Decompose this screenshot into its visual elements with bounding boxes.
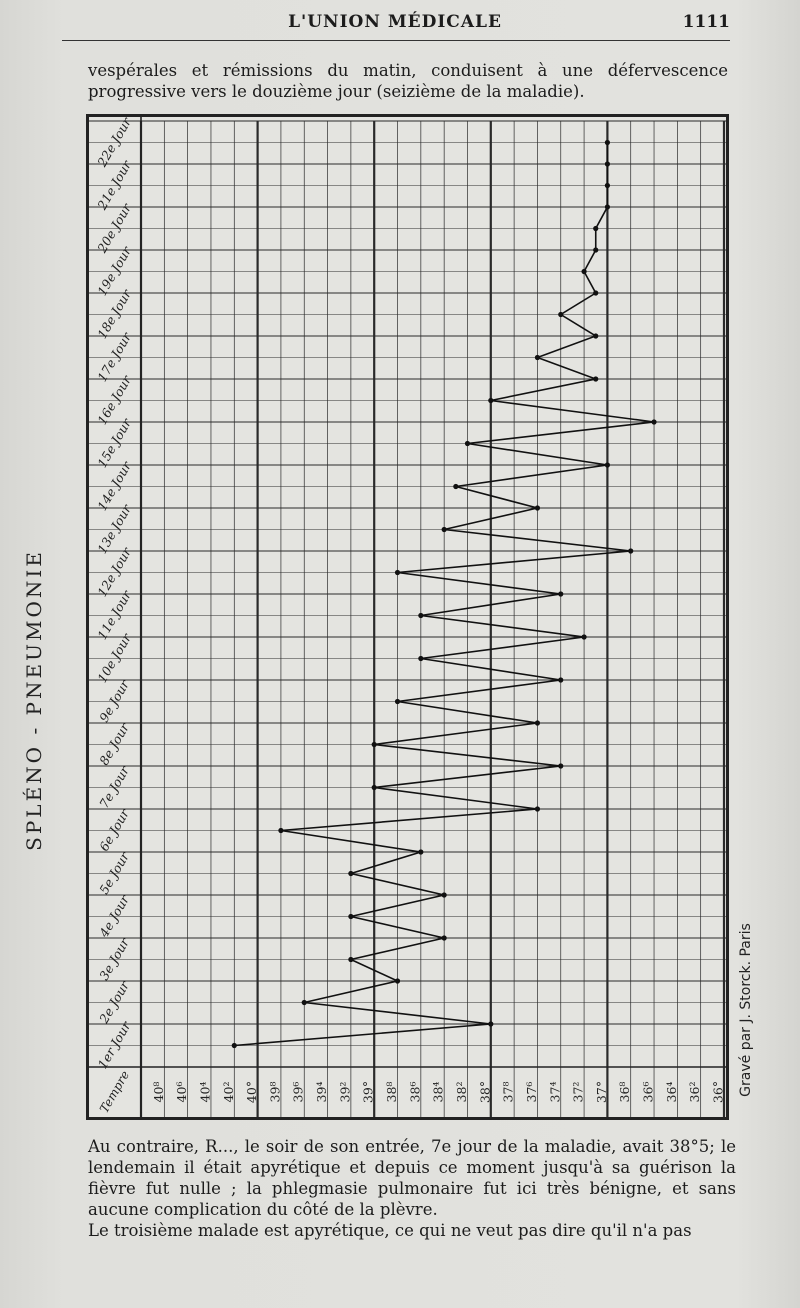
temperature-point <box>442 527 447 532</box>
temperature-point <box>581 634 586 639</box>
chart-title: SPLÉNO - PNEUMONIE <box>22 549 46 851</box>
temperature-point <box>232 1043 237 1048</box>
day-label: 21e Jour <box>94 157 135 213</box>
day-label: 19e Jour <box>94 243 135 299</box>
temperature-point <box>418 656 423 661</box>
temperature-point <box>535 806 540 811</box>
day-label: 17e Jour <box>94 329 135 385</box>
temperature-point <box>348 957 353 962</box>
header-rule <box>62 40 730 41</box>
temp-tick-label: 39⁴ <box>314 1081 330 1103</box>
body-paragraph-2: Le troisième malade est apyrétique, ce qui ne veut pas dire qu'il n'a pas <box>88 1221 692 1240</box>
page-number: 1111 <box>682 12 730 32</box>
temperature-point <box>593 376 598 381</box>
temp-tick-label: 38⁴ <box>430 1081 446 1103</box>
temperature-point <box>605 204 610 209</box>
temp-tick-label: 38⁸ <box>384 1081 400 1103</box>
temp-tick-label: 37⁸ <box>500 1081 516 1103</box>
temperature-point <box>651 419 656 424</box>
day-label: 6e Jour <box>96 806 133 854</box>
day-label: 5e Jour <box>96 849 133 897</box>
day-label: 2e Jour <box>96 978 133 1026</box>
day-label: 8e Jour <box>96 720 133 768</box>
body-text <box>88 1136 736 1241</box>
temperature-point <box>535 505 540 510</box>
temperature-point <box>488 398 493 403</box>
temp-tick-label: 39⁶ <box>290 1081 306 1103</box>
day-label: 12e Jour <box>94 544 135 600</box>
day-label: 7e Jour <box>96 763 133 811</box>
temp-tick-label: 36² <box>687 1081 703 1103</box>
temperature-point <box>442 892 447 897</box>
journal-title: L'UNION MÉDICALE <box>288 12 502 32</box>
temp-axis-label: Tempre <box>96 1068 133 1116</box>
temperature-point <box>593 226 598 231</box>
temp-tick-label: 40° <box>244 1080 260 1104</box>
temp-tick-label: 37² <box>570 1081 586 1103</box>
temperature-point <box>628 548 633 553</box>
temperature-point <box>395 978 400 983</box>
day-label: 4e Jour <box>96 892 133 940</box>
temp-tick-label: 39° <box>360 1080 376 1104</box>
temperature-point <box>348 871 353 876</box>
temperature-point <box>593 290 598 295</box>
temp-tick-label: 40⁴ <box>197 1081 213 1103</box>
day-label: 14e Jour <box>94 458 135 514</box>
temperature-point <box>418 613 423 618</box>
temp-tick-label: 37⁴ <box>547 1081 563 1103</box>
temperature-point <box>395 570 400 575</box>
temp-tick-label: 40⁸ <box>150 1081 166 1103</box>
temperature-chart-svg <box>89 117 726 1117</box>
temp-tick-label: 40⁶ <box>174 1081 190 1103</box>
temperature-point <box>558 677 563 682</box>
temperature-point <box>442 935 447 940</box>
temp-tick-label: 38⁶ <box>407 1081 423 1103</box>
temperature-point <box>372 742 377 747</box>
temperature-chart <box>86 114 729 1120</box>
temperature-point <box>605 462 610 467</box>
day-label: 16e Jour <box>94 372 135 428</box>
body-paragraph-1: Au contraire, R..., le soir de son entrée, 7e jour de la maladie, avait 38°5; le lendemain il était apyrétique et depuis ce moment jusqu'à sa guérison la fièvre fut nulle ; la phlegmasie pulmonaire fut ici très bénigne, et sans aucune complication du côté de la plèvre. <box>88 1137 736 1219</box>
temp-tick-label: 36⁶ <box>640 1081 656 1103</box>
day-label: 10e Jour <box>94 630 135 686</box>
temp-tick-label: 36⁴ <box>663 1081 679 1103</box>
temperature-point <box>535 720 540 725</box>
temperature-point <box>348 914 353 919</box>
temperature-point <box>278 828 283 833</box>
temperature-point <box>465 441 470 446</box>
day-label: 9e Jour <box>96 677 133 725</box>
day-label: 13e Jour <box>94 501 135 557</box>
day-label: 15e Jour <box>94 415 135 471</box>
temp-tick-label: 37° <box>593 1080 609 1104</box>
temp-tick-label: 39² <box>337 1081 353 1103</box>
temperature-point <box>593 333 598 338</box>
day-label: 22e Jour <box>94 117 135 170</box>
temp-tick-label: 36⁸ <box>617 1081 633 1103</box>
temperature-point <box>605 140 610 145</box>
temperature-point <box>558 312 563 317</box>
day-label: 20e Jour <box>94 200 135 256</box>
temperature-point <box>558 591 563 596</box>
temperature-point <box>593 247 598 252</box>
temp-tick-label: 36° <box>710 1080 726 1104</box>
temp-tick-label: 39⁸ <box>267 1081 283 1103</box>
temperature-point <box>605 183 610 188</box>
temp-tick-label: 38° <box>477 1080 493 1104</box>
temperature-point <box>418 849 423 854</box>
temperature-point <box>372 785 377 790</box>
temperature-point <box>488 1021 493 1026</box>
temp-tick-label: 37⁶ <box>523 1081 539 1103</box>
temperature-point <box>535 355 540 360</box>
temp-tick-label: 40² <box>220 1081 236 1103</box>
day-label: 11e Jour <box>94 587 135 643</box>
temperature-point <box>453 484 458 489</box>
intro-paragraph: vespérales et rémissions du matin, conduisent à une défervescence progressive vers le douzième jour (seizième de la maladie). <box>88 61 728 101</box>
temp-tick-label: 38² <box>453 1081 469 1103</box>
temperature-point <box>302 1000 307 1005</box>
temperature-point <box>605 161 610 166</box>
day-label: 3e Jour <box>96 935 133 983</box>
day-label: 1er Jour <box>94 1018 134 1072</box>
day-label: 18e Jour <box>94 286 135 342</box>
engraver-credit: Gravé par J. Storck. Paris <box>738 923 754 1097</box>
running-head <box>60 12 730 38</box>
temperature-point <box>558 763 563 768</box>
temperature-point <box>581 269 586 274</box>
temperature-point <box>395 699 400 704</box>
